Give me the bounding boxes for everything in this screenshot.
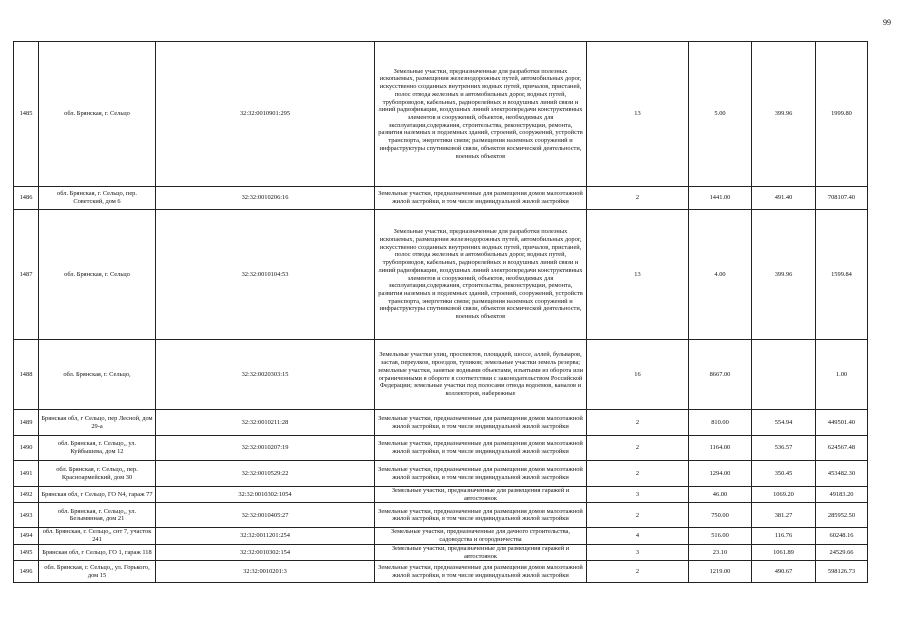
table-row <box>14 487 868 503</box>
cadastral-number-cell: 32:32:0010405:27 <box>156 503 375 528</box>
table-row <box>14 461 868 487</box>
land-use-cell: Земельные участки, предназначенные для размещения гаражей и автостоянок <box>375 487 587 503</box>
row-number: 1486 <box>14 187 39 210</box>
area-cell: 1441.00 <box>689 187 752 210</box>
cadastral-value-cell: 49183.20 <box>816 487 868 503</box>
row-number: 1492 <box>14 487 39 503</box>
address-cell: обл. Брянская, г. Сельцо <box>39 42 156 187</box>
address-cell: Брянская обл, г Сельцо, ГО N4, гараж 77 <box>39 487 156 503</box>
area-cell: 516.00 <box>689 528 752 544</box>
page-number: 99 <box>883 18 891 27</box>
cadastral-value-cell: 24529.66 <box>816 544 868 560</box>
land-use-cell: Земельные участки, предназначенные для разработки полезных ископаемых, размещения железнодорожных путей, автомобильных дорог, искусственно созданных внутренних водных путей, причалов, пристаней, полос отвода железных и автомобильных дорог, водных путей, трубопроводов, кабельных, радиорелейных и воздушных линий связи и линий радиофикации, воздушных линий электропередачи конструктивных элементов и сооружений, объектов, необходимых для эксплуатации,содержания, строительства, реконструкции, ремонта, развития наземных и подземных зданий, строений, сооружений, устройств транспорта, энергетики связи; размещения наземных сооружений и инфраструктуры спутниковой связи, объектов космической деятельности, военных объектов <box>375 42 587 187</box>
address-cell: Брянская обл, г Сельцо, пер Лесной, дом 29-а <box>39 410 156 436</box>
area-cell: 1294.00 <box>689 461 752 487</box>
row-number: 1496 <box>14 561 39 583</box>
group-cell: 4 <box>587 528 689 544</box>
cadastral-value-cell: 453482.30 <box>816 461 868 487</box>
land-use-cell: Земельные участки, предназначенные для разработки полезных ископаемых, размещения железнодорожных путей, автомобильных дорог, искусственно созданных внутренних водных путей, причалов, пристаней, полос отвода железных и автомобильных дорог, водных путей, трубопроводов, кабельных, радиорелейных и воздушных линий связи и линий радиофикации, воздушных линий электропередачи конструктивных элементов и сооружений, объектов, необходимых для эксплуатации,содержания, строительства, реконструкции, ремонта, развития наземных и подземных зданий, строений, сооружений, устройств транспорта, энергетики связи; размещения наземных сооружений и инфраструктуры спутниковой связи, объектов космической деятельности, военных объектов <box>375 210 587 340</box>
specific-value-cell: 554.94 <box>752 410 816 436</box>
table-row <box>14 42 868 187</box>
table-row <box>14 340 868 410</box>
land-use-cell: Земельные участки, предназначенные для дачного строительства, садоводства и огородничества <box>375 528 587 544</box>
row-number: 1495 <box>14 544 39 560</box>
group-cell: 3 <box>587 544 689 560</box>
cadastral-value-cell: 60248.16 <box>816 528 868 544</box>
cadastral-value-cell: 708107.40 <box>816 187 868 210</box>
specific-value-cell: 491.40 <box>752 187 816 210</box>
land-use-cell: Земельные участки, предназначенные для размещения домов малоэтажной жилой застройки, в том числе индивидуальной жилой застройки <box>375 561 587 583</box>
group-cell: 13 <box>587 42 689 187</box>
cadastral-number-cell: 32:32:0010104:53 <box>156 210 375 340</box>
area-cell: 8667.00 <box>689 340 752 410</box>
table-row <box>14 187 868 210</box>
area-cell: 4.00 <box>689 210 752 340</box>
cadastral-number-cell: 32:32:0010201:3 <box>156 561 375 583</box>
area-cell: 5.00 <box>689 42 752 187</box>
table-row <box>14 436 868 461</box>
address-cell: Брянская обл, г Сельцо, ГО 1, гараж 118 <box>39 544 156 560</box>
land-use-cell: Земельные участки, предназначенные для размещения домов малоэтажной жилой застройки, в том числе индивидуальной жилой застройки <box>375 187 587 210</box>
specific-value-cell <box>752 340 816 410</box>
specific-value-cell: 536.57 <box>752 436 816 461</box>
cadastral-value-cell: 1999.80 <box>816 42 868 187</box>
group-cell: 2 <box>587 461 689 487</box>
row-number: 1485 <box>14 42 39 187</box>
address-cell: обл. Брянская, г. Сельцо,, пер. Красноармейский, дом 30 <box>39 461 156 487</box>
row-number: 1490 <box>14 436 39 461</box>
group-cell: 13 <box>587 210 689 340</box>
land-use-cell: Земельные участки улиц, проспектов, площадей, шоссе, аллей, бульваров, застав, переулков, проездов, тупиков; земельные участки земель резерва; земельные участки, занятые водными объектами, изъятыми из оборота или ограниченными в обороте в соответствии с законодательством Российской Федерации; земельные участки под полосами отвода водоемов, каналов и коллекторов, набережные <box>375 340 587 410</box>
area-cell: 23.10 <box>689 544 752 560</box>
row-number: 1493 <box>14 503 39 528</box>
table-row <box>14 544 868 560</box>
table-row <box>14 210 868 340</box>
row-number: 1489 <box>14 410 39 436</box>
row-number: 1487 <box>14 210 39 340</box>
specific-value-cell: 350.45 <box>752 461 816 487</box>
group-cell: 2 <box>587 187 689 210</box>
cadastral-value-cell: 1.00 <box>816 340 868 410</box>
cadastral-value-cell: 598126.73 <box>816 561 868 583</box>
cadastral-number-cell: 32:32:0010529:22 <box>156 461 375 487</box>
cadastral-number-cell: 32:32:0010302:154 <box>156 544 375 560</box>
cadastral-number-cell: 32:32:0010211:28 <box>156 410 375 436</box>
cadastral-number-cell: 32:32:0011201:254 <box>156 528 375 544</box>
group-cell: 2 <box>587 436 689 461</box>
specific-value-cell: 1069.20 <box>752 487 816 503</box>
address-cell: обл. Брянская, г. Сельцо, <box>39 340 156 410</box>
address-cell: обл. Брянская, г. Сельцо,, ул. Горького, дом 15 <box>39 561 156 583</box>
area-cell: 1164.00 <box>689 436 752 461</box>
cadastral-number-cell: 32:32:0010207:19 <box>156 436 375 461</box>
land-use-cell: Земельные участки, предназначенные для размещения гаражей и автостоянок <box>375 544 587 560</box>
address-cell: обл. Брянская, г. Сельцо,, ул. Безымянная, дом 21 <box>39 503 156 528</box>
address-cell: обл. Брянская, г. Сельцо <box>39 210 156 340</box>
area-cell: 750.00 <box>689 503 752 528</box>
area-cell: 810.00 <box>689 410 752 436</box>
land-use-cell: Земельные участки, предназначенные для размещения домов малоэтажной жилой застройки, в том числе индивидуальной жилой застройки <box>375 461 587 487</box>
address-cell: обл. Брянская, г. Сельцо,, снт 7, участок 241 <box>39 528 156 544</box>
specific-value-cell: 490.67 <box>752 561 816 583</box>
table-row <box>14 561 868 583</box>
cadastral-number-cell: 32:32:0010206:16 <box>156 187 375 210</box>
specific-value-cell: 381.27 <box>752 503 816 528</box>
specific-value-cell: 1061.89 <box>752 544 816 560</box>
cadastral-value-table <box>13 41 868 583</box>
cadastral-number-cell: 32:32:0010302:1054 <box>156 487 375 503</box>
area-cell: 46.00 <box>689 487 752 503</box>
cadastral-number-cell: 32:32:0020303:15 <box>156 340 375 410</box>
cadastral-number-cell: 32:32:0010901:295 <box>156 42 375 187</box>
group-cell: 2 <box>587 561 689 583</box>
table-row <box>14 410 868 436</box>
row-number: 1488 <box>14 340 39 410</box>
cadastral-value-cell: 285952.50 <box>816 503 868 528</box>
group-cell: 2 <box>587 503 689 528</box>
group-cell: 3 <box>587 487 689 503</box>
table-row <box>14 503 868 528</box>
specific-value-cell: 399.96 <box>752 210 816 340</box>
row-number: 1494 <box>14 528 39 544</box>
land-use-cell: Земельные участки, предназначенные для размещения домов малоэтажной жилой застройки, в том числе индивидуальной жилой застройки <box>375 503 587 528</box>
table-body <box>14 42 868 583</box>
group-cell: 16 <box>587 340 689 410</box>
group-cell: 2 <box>587 410 689 436</box>
cadastral-value-cell: 449501.40 <box>816 410 868 436</box>
specific-value-cell: 116.76 <box>752 528 816 544</box>
land-use-cell: Земельные участки, предназначенные для размещения домов малоэтажной жилой застройки, в том числе индивидуальной жилой застройки <box>375 410 587 436</box>
address-cell: обл. Брянская, г. Сельцо,, ул. Куйбышева, дом 12 <box>39 436 156 461</box>
address-cell: обл. Брянская, г. Сельцо, пер. Советский, дом 6 <box>39 187 156 210</box>
land-use-cell: Земельные участки, предназначенные для размещения домов малоэтажной жилой застройки, в том числе индивидуальной жилой застройки <box>375 436 587 461</box>
area-cell: 1219.00 <box>689 561 752 583</box>
row-number: 1491 <box>14 461 39 487</box>
specific-value-cell: 399.96 <box>752 42 816 187</box>
table-row <box>14 528 868 544</box>
cadastral-value-cell: 1599.84 <box>816 210 868 340</box>
cadastral-value-cell: 624567.48 <box>816 436 868 461</box>
